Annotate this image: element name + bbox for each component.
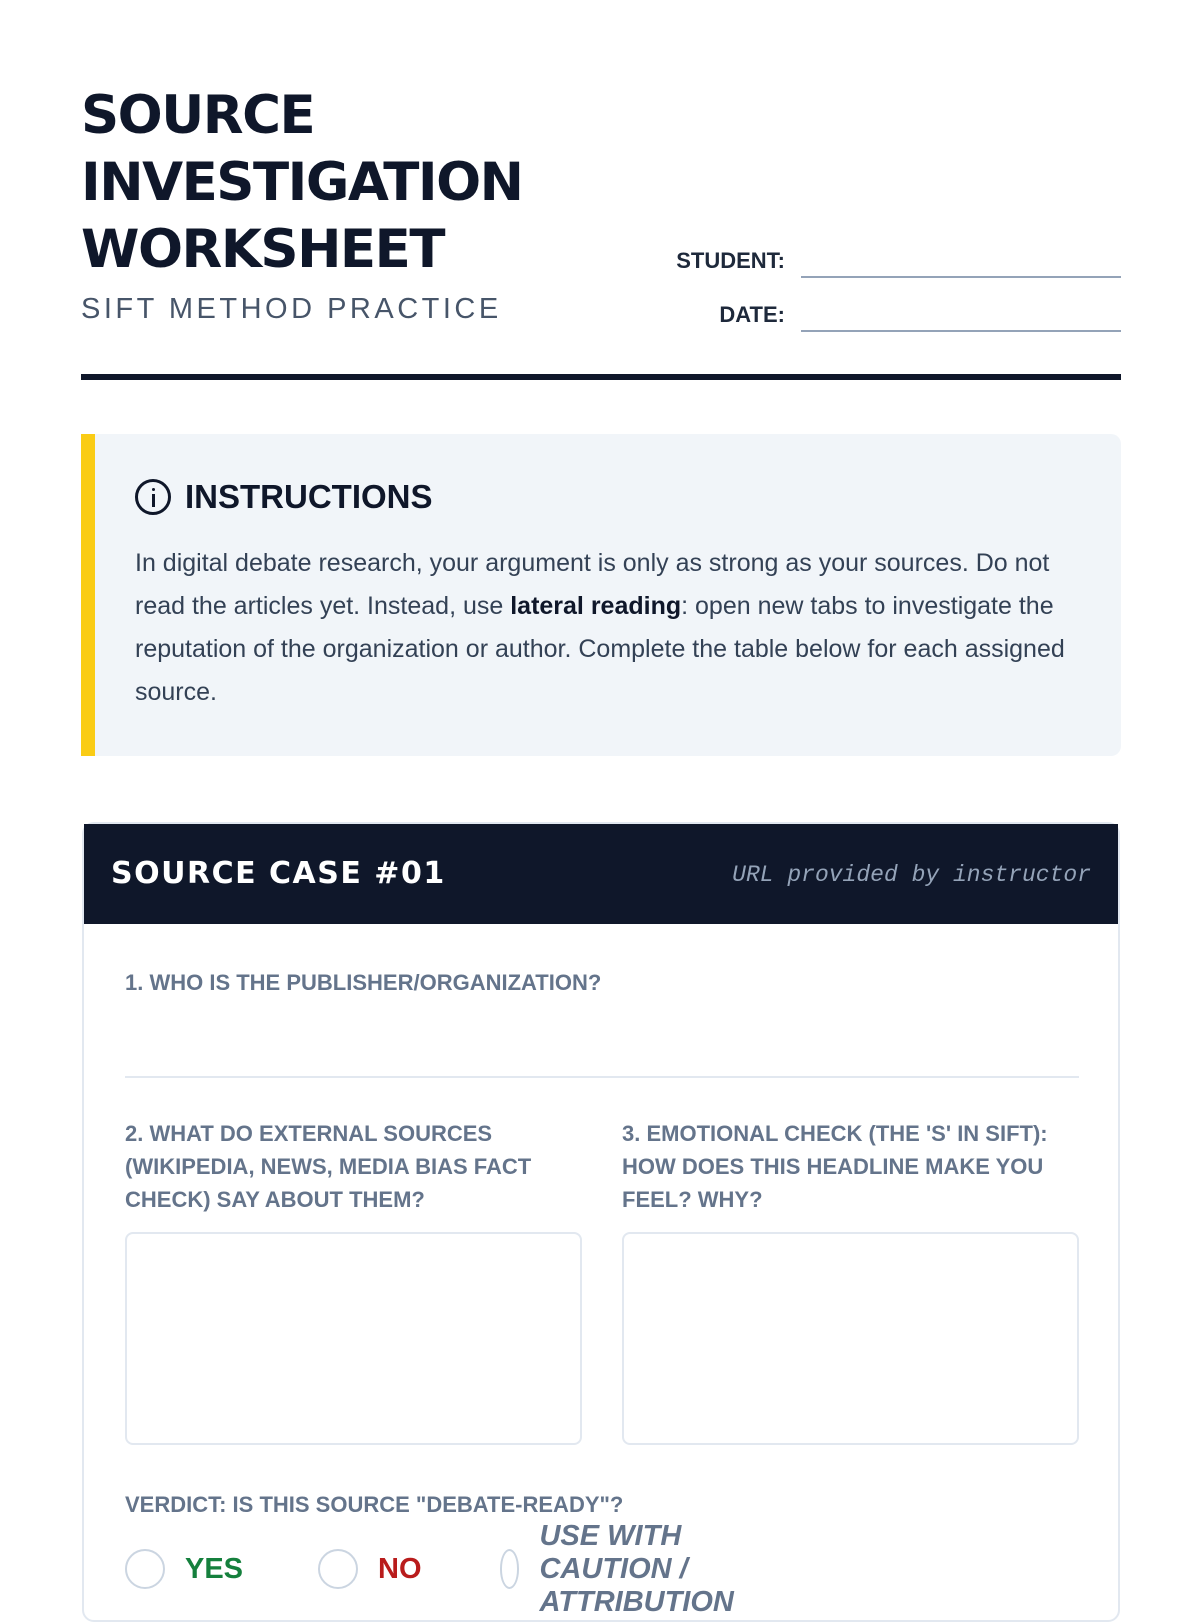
verdict-option-caution[interactable] bbox=[500, 1519, 754, 1618]
instructions-text bbox=[135, 542, 1075, 714]
page-title bbox=[81, 82, 523, 283]
student-input-line[interactable] bbox=[801, 276, 1121, 278]
verdict-option-yes-label: YES bbox=[185, 1552, 244, 1585]
header-divider bbox=[81, 374, 1121, 380]
question-2-answer-box[interactable] bbox=[125, 1232, 582, 1445]
question-3-answer-box[interactable] bbox=[622, 1232, 1079, 1445]
title-line: WORKSHEET bbox=[81, 219, 444, 280]
radio-caution[interactable] bbox=[500, 1549, 519, 1589]
question-2-label: 2. WHAT DO EXTERNAL SOURCES (WIKIPEDIA, NEWS, MEDIA BIAS FACT CHECK) SAY ABOUT THEM? bbox=[125, 1121, 532, 1212]
verdict-option-caution-label: USE WITH CAUTION / ATTRIBUTION bbox=[539, 1519, 734, 1618]
instructions-text-start: In digital debate research, your argument is only as strong as your sources. Do not read the articles yet. Instead, use bbox=[135, 549, 1050, 620]
title-line: SOURCE bbox=[81, 85, 315, 146]
source-case-title: SOURCE CASE #01 bbox=[111, 856, 446, 891]
page-subtitle: SIFT METHOD PRACTICE bbox=[81, 293, 502, 325]
question-1-answer-line[interactable] bbox=[125, 1076, 1079, 1078]
student-label: STUDENT: bbox=[676, 248, 785, 273]
verdict-label: VERDICT: IS THIS SOURCE "DEBATE-READY"? bbox=[125, 1492, 624, 1517]
worksheet-header bbox=[81, 0, 1121, 382]
radio-yes[interactable] bbox=[125, 1549, 165, 1589]
instructions-text-bold: lateral reading bbox=[510, 592, 682, 620]
instructions-text-end: : open new tabs to investigate the reputation of the organization or author. Complete the table below for each assigned source. bbox=[135, 592, 1065, 706]
worksheet-page bbox=[81, 0, 1121, 1618]
verdict-option-no-label: NO bbox=[378, 1552, 422, 1585]
instructions-panel bbox=[81, 434, 1121, 756]
question-1-label: 1. WHO IS THE PUBLISHER/ORGANIZATION? bbox=[125, 970, 602, 995]
instructions-title: INSTRUCTIONS bbox=[185, 478, 433, 515]
source-case-header bbox=[84, 824, 1118, 924]
date-input-line[interactable] bbox=[801, 330, 1121, 332]
source-case-url-note: URL provided by instructor bbox=[732, 862, 1091, 888]
instructions-accent-bar bbox=[81, 434, 95, 756]
date-label: DATE: bbox=[719, 302, 785, 327]
student-field bbox=[676, 244, 1121, 278]
radio-no[interactable] bbox=[318, 1549, 358, 1589]
date-field bbox=[676, 298, 1121, 332]
question-3-label: 3. EMOTIONAL CHECK (THE 'S' IN SIFT): HOW DOES THIS HEADLINE MAKE YOU FEEL? WHY? bbox=[622, 1121, 1048, 1212]
info-icon bbox=[135, 479, 171, 515]
verdict-option-no[interactable] bbox=[318, 1548, 422, 1590]
instructions-heading bbox=[135, 478, 433, 516]
verdict-option-yes[interactable] bbox=[125, 1548, 243, 1590]
source-case-card bbox=[82, 822, 1120, 1622]
title-block bbox=[81, 82, 523, 326]
title-line: INVESTIGATION bbox=[81, 152, 523, 213]
